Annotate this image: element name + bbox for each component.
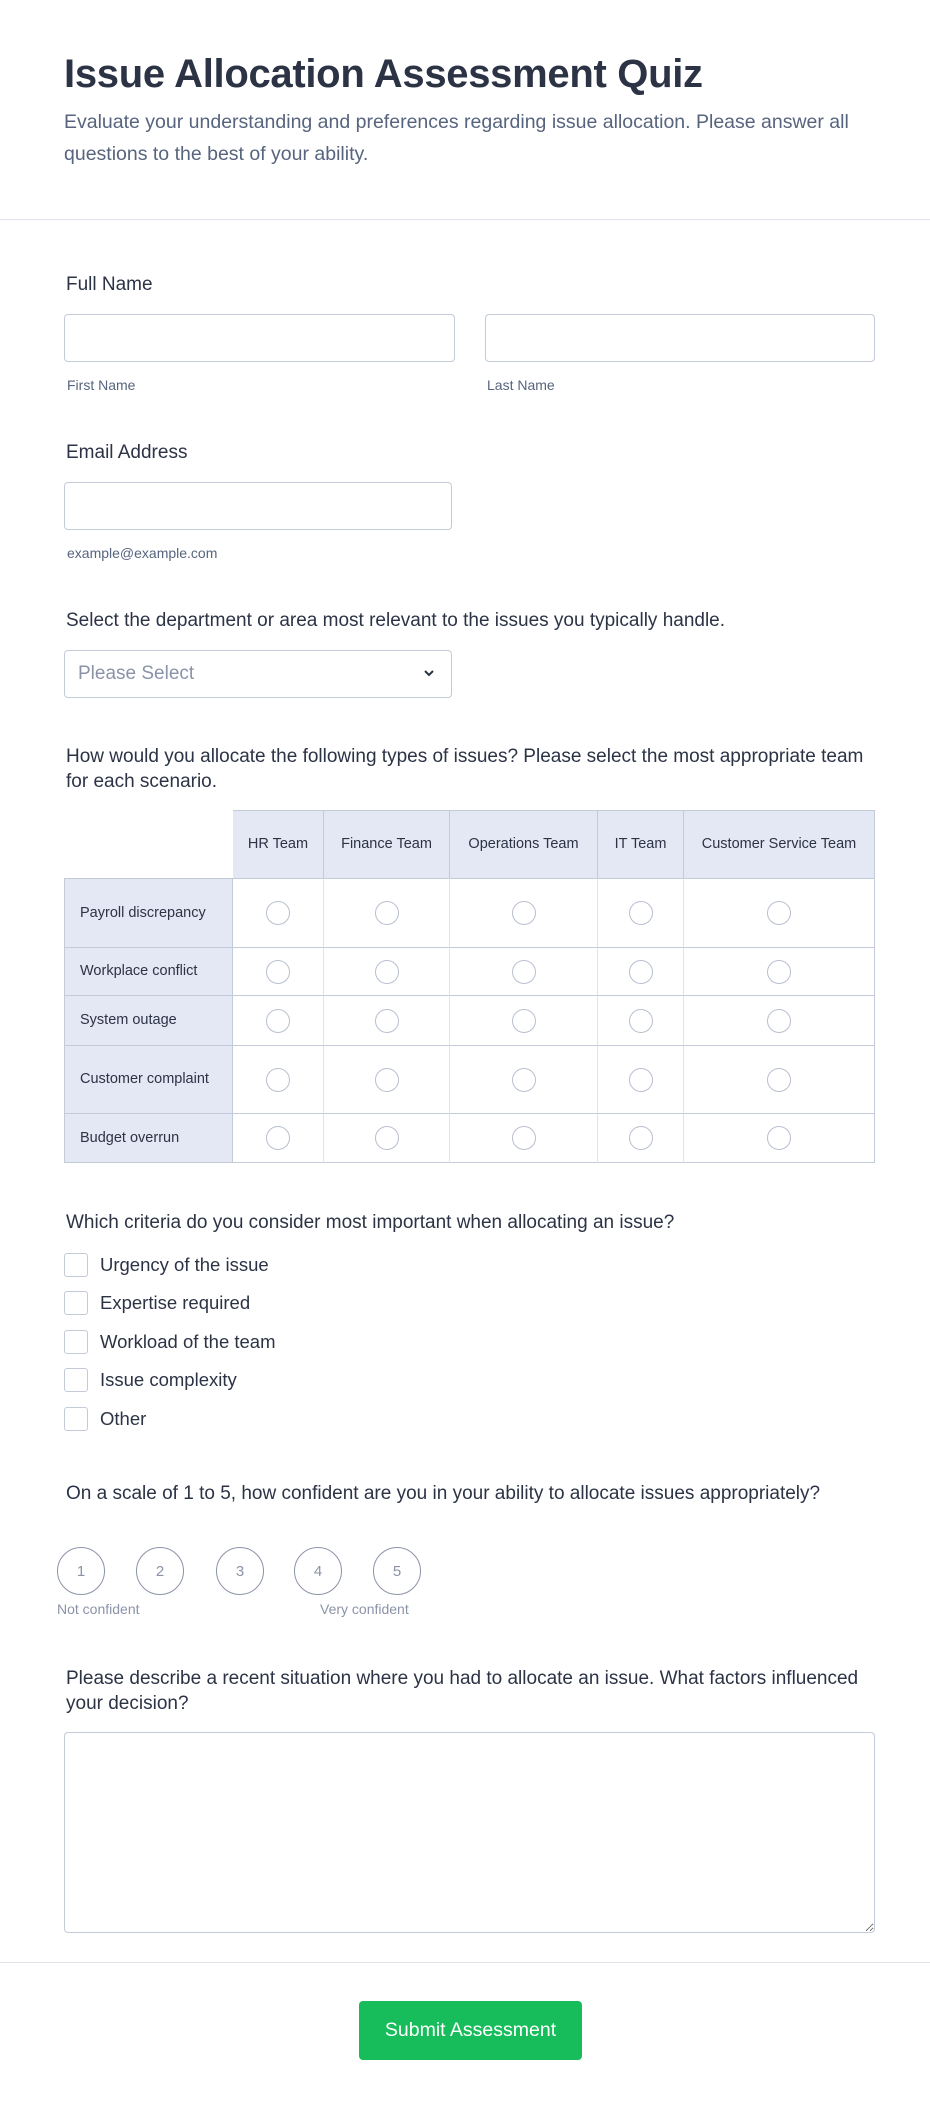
criteria-option[interactable] xyxy=(64,1291,250,1315)
scale-option-3[interactable]: 3 xyxy=(216,1547,264,1595)
matrix-row-label: Payroll discrepancy xyxy=(64,878,233,947)
first-name-input[interactable] xyxy=(64,314,455,362)
matrix-cell xyxy=(324,878,450,947)
matrix-radio[interactable] xyxy=(767,960,791,984)
scale-option-1[interactable]: 1 xyxy=(57,1547,105,1595)
matrix-cell xyxy=(324,1113,450,1163)
footer-divider xyxy=(0,1962,930,1963)
email-hint: example@example.com xyxy=(67,545,218,561)
matrix-column-header: IT Team xyxy=(598,810,684,878)
email-input[interactable] xyxy=(64,482,452,530)
checkbox[interactable] xyxy=(64,1330,88,1354)
matrix-corner xyxy=(64,810,233,878)
scale-option-4[interactable]: 4 xyxy=(294,1547,342,1595)
matrix-cell xyxy=(233,995,324,1045)
checkbox[interactable] xyxy=(64,1253,88,1277)
page-description: Evaluate your understanding and preferences regarding issue allocation. Please answer all questions to the best of your ability. xyxy=(64,111,849,165)
criteria-option[interactable] xyxy=(64,1368,237,1392)
matrix-cell xyxy=(450,995,598,1045)
matrix-column-header: Operations Team xyxy=(450,810,598,878)
matrix-radio[interactable] xyxy=(375,1126,399,1150)
matrix-radio[interactable] xyxy=(512,901,536,925)
matrix-radio[interactable] xyxy=(266,1068,290,1092)
matrix-cell xyxy=(684,1113,875,1163)
criteria-option-label: Expertise required xyxy=(100,1292,251,1313)
matrix-radio[interactable] xyxy=(512,960,536,984)
describe-label: Please describe a recent situation where you had to allocate an issue. What factors influenced your decision? xyxy=(66,1668,859,1714)
first-name-sublabel: First Name xyxy=(67,377,136,393)
scale-option-2[interactable]: 2 xyxy=(136,1547,184,1595)
matrix-radio[interactable] xyxy=(375,901,399,925)
matrix-cell xyxy=(684,878,875,947)
matrix-row xyxy=(64,878,875,947)
department-label: Select the department or area most relevant to the issues you typically handle. xyxy=(66,610,726,631)
criteria-option-label: Issue complexity xyxy=(100,1369,237,1390)
matrix-row-label: Customer complaint xyxy=(64,1045,233,1113)
last-name-sublabel: Last Name xyxy=(487,377,555,393)
matrix-cell xyxy=(233,1113,324,1163)
matrix-radio[interactable] xyxy=(629,960,653,984)
matrix-cell xyxy=(598,947,684,995)
submit-button[interactable]: Submit Assessment xyxy=(359,2001,582,2060)
matrix-radio[interactable] xyxy=(629,1009,653,1033)
matrix-column-header: Customer Service Team xyxy=(684,810,875,878)
matrix-radio[interactable] xyxy=(767,901,791,925)
matrix-cell xyxy=(233,1045,324,1113)
matrix-radio[interactable] xyxy=(512,1068,536,1092)
matrix-row-label: Budget overrun xyxy=(64,1113,233,1163)
matrix-radio[interactable] xyxy=(266,1126,290,1150)
matrix-cell xyxy=(324,1045,450,1113)
matrix-cell xyxy=(684,995,875,1045)
matrix-cell xyxy=(450,1113,598,1163)
matrix-cell xyxy=(450,947,598,995)
matrix-radio[interactable] xyxy=(266,901,290,925)
matrix-column-header: Finance Team xyxy=(324,810,450,878)
criteria-option-label: Urgency of the issue xyxy=(100,1254,269,1275)
matrix-radio[interactable] xyxy=(629,1068,653,1092)
matrix-row xyxy=(64,947,875,995)
matrix-row xyxy=(64,1113,875,1163)
describe-textarea[interactable] xyxy=(64,1732,875,1933)
matrix-cell xyxy=(684,947,875,995)
scale-option-5[interactable]: 5 xyxy=(373,1547,421,1595)
matrix-cell xyxy=(598,1045,684,1113)
criteria-option[interactable] xyxy=(64,1407,146,1431)
matrix-column-header: HR Team xyxy=(233,810,324,878)
header-divider xyxy=(0,219,930,220)
matrix-radio[interactable] xyxy=(266,960,290,984)
checkbox[interactable] xyxy=(64,1368,88,1392)
scale-min-label: Not confident xyxy=(57,1601,140,1617)
matrix-cell xyxy=(324,995,450,1045)
matrix-row-label: System outage xyxy=(64,995,233,1045)
matrix-radio[interactable] xyxy=(512,1009,536,1033)
matrix-radio[interactable] xyxy=(266,1009,290,1033)
checkbox[interactable] xyxy=(64,1407,88,1431)
criteria-label: Which criteria do you consider most important when allocating an issue? xyxy=(66,1212,675,1233)
matrix-radio[interactable] xyxy=(512,1126,536,1150)
email-label: Email Address xyxy=(66,442,188,463)
matrix-radio[interactable] xyxy=(375,1068,399,1092)
matrix-cell xyxy=(598,1113,684,1163)
matrix-radio[interactable] xyxy=(767,1126,791,1150)
checkbox[interactable] xyxy=(64,1291,88,1315)
matrix-row-label: Workplace conflict xyxy=(64,947,233,995)
full-name-label: Full Name xyxy=(66,274,153,295)
matrix-label: How would you allocate the following types of issues? Please select the most appropriate team for each scenario. xyxy=(66,746,864,792)
page-title: Issue Allocation Assessment Quiz xyxy=(64,52,703,96)
matrix-cell xyxy=(598,995,684,1045)
matrix-cell xyxy=(684,1045,875,1113)
criteria-option-label: Workload of the team xyxy=(100,1331,276,1352)
matrix-radio[interactable] xyxy=(629,901,653,925)
criteria-option[interactable] xyxy=(64,1330,276,1354)
scale-max-label: Very confident xyxy=(320,1601,409,1617)
matrix-cell xyxy=(324,947,450,995)
criteria-option[interactable] xyxy=(64,1253,269,1277)
matrix-row xyxy=(64,1045,875,1113)
criteria-option-label: Other xyxy=(100,1408,147,1429)
issue-allocation-matrix xyxy=(64,810,875,1163)
matrix-radio[interactable] xyxy=(375,960,399,984)
matrix-cell xyxy=(233,947,324,995)
department-select[interactable] xyxy=(64,650,452,698)
matrix-cell xyxy=(598,878,684,947)
matrix-radio[interactable] xyxy=(767,1009,791,1033)
matrix-cell xyxy=(450,1045,598,1113)
confidence-label: On a scale of 1 to 5, how confident are you in your ability to allocate issues appropriately? xyxy=(66,1483,821,1504)
matrix-radio[interactable] xyxy=(375,1009,399,1033)
matrix-cell xyxy=(233,878,324,947)
matrix-radio[interactable] xyxy=(767,1068,791,1092)
chevron-down-icon xyxy=(419,663,439,683)
department-selected-value: Please Select xyxy=(78,663,195,684)
matrix-radio[interactable] xyxy=(629,1126,653,1150)
matrix-cell xyxy=(450,878,598,947)
last-name-input[interactable] xyxy=(485,314,875,362)
matrix-row xyxy=(64,995,875,1045)
